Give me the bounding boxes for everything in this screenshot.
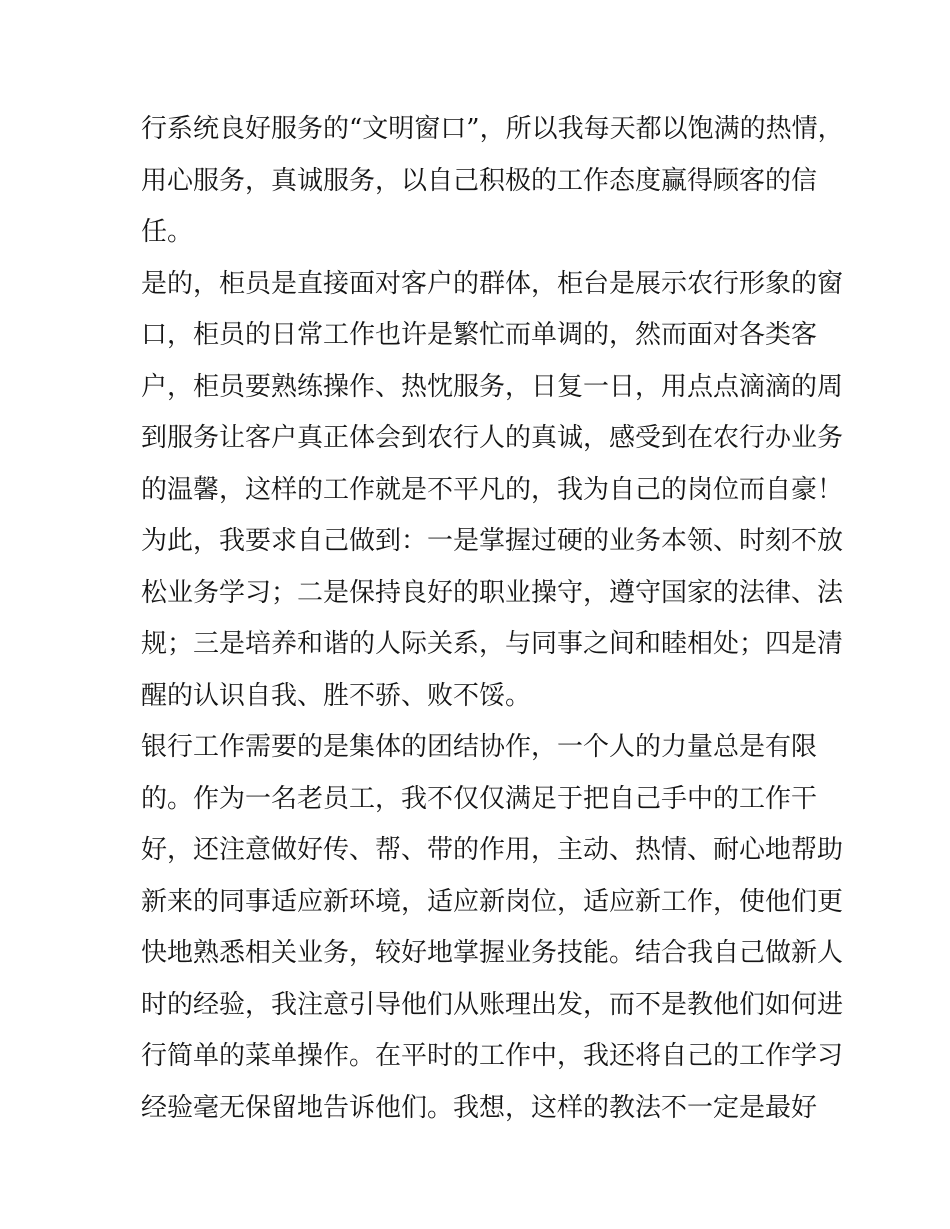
text-line: 好，还注意做好传、帮、带的作用，主动、热情、耐心地帮助 xyxy=(141,835,844,865)
text-line: 行简单的菜单操作。在平时的工作中，我还将自己的工作学习 xyxy=(141,1041,844,1071)
text-line: 规；三是培养和谐的人际关系，与同事之间和睦相处；四是清 xyxy=(141,629,844,659)
text-line: 时的经验，我注意引导他们从账理出发，而不是教他们如何进 xyxy=(141,989,844,1020)
text-line: 新来的同事适应新环境，适应新岗位，适应新工作，使他们更 xyxy=(141,886,844,917)
text-line: 经验毫无保留地告诉他们。我想，这样的教法不一定是最好 xyxy=(141,1092,818,1123)
text-line: 的温馨，这样的工作就是不平凡的，我为自己的岗位而自豪！ xyxy=(141,474,844,505)
text-line: 户，柜员要熟练操作、热忱服务，日复一日，用点点滴滴的周 xyxy=(141,371,844,402)
text-line: 是的，柜员是直接面对客户的群体，柜台是展示农行形象的窗 xyxy=(141,268,844,299)
text-line: 快地熟悉相关业务，较好地掌握业务技能。结合我自己做新人 xyxy=(141,938,844,968)
text-line: 的。作为一名老员工，我不仅仅满足于把自己手中的工作干 xyxy=(141,783,818,814)
document-body xyxy=(141,104,844,1134)
text-line: 到服务让客户真正体会到农行人的真诚，感受到在农行办业务 xyxy=(141,423,844,453)
text-line: 为此，我要求自己做到：一是掌握过硬的业务本领、时刻不放 xyxy=(141,526,844,556)
text-line: 醒的认识自我、胜不骄、败不馁。 xyxy=(141,680,532,711)
text-line: 任。 xyxy=(141,217,194,247)
text-line: 银行工作需要的是集体的团结协作，一个人的力量总是有限 xyxy=(141,732,818,762)
text-line: 口，柜员的日常工作也许是繁忙而单调的，然而面对各类客 xyxy=(141,320,818,350)
text-line: 用心服务，真诚服务，以自己积极的工作态度赢得顾客的信 xyxy=(141,165,818,196)
text-line: 松业务学习；二是保持良好的职业操守，遵守国家的法律、法 xyxy=(141,577,844,608)
text-line: 行系统良好服务的“文明窗口”，所以我每天都以饱满的热情， xyxy=(141,114,844,144)
